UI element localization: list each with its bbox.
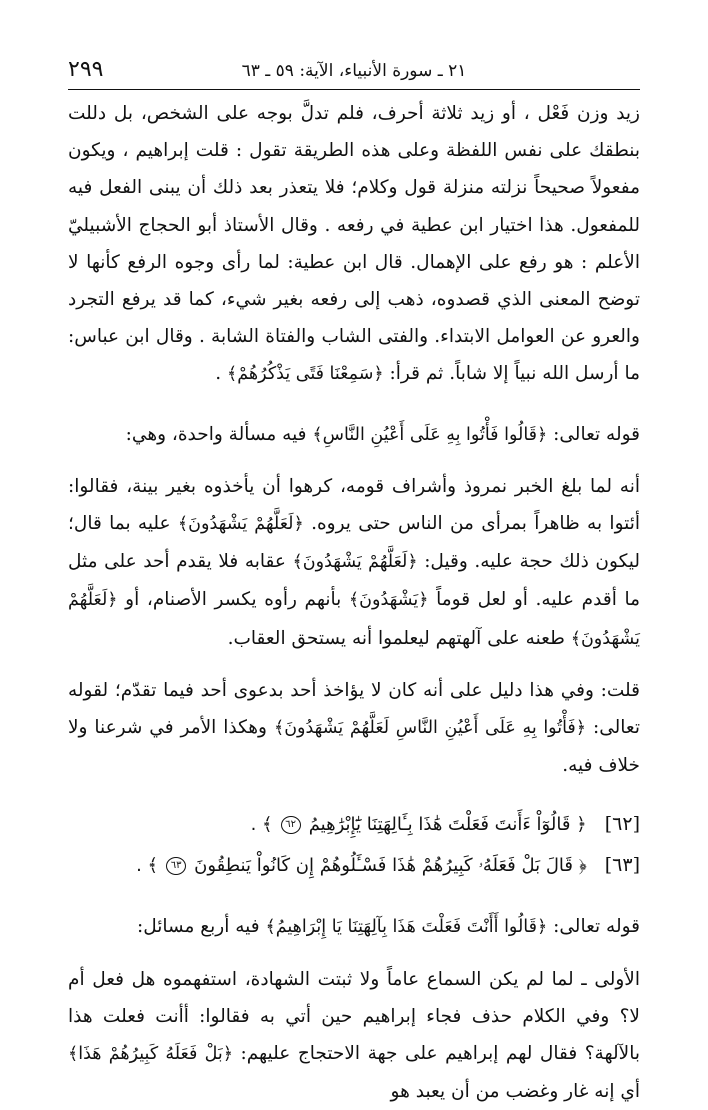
paragraph-text: قلت: وفي هذا دليل على أنه كان لا يؤاخذ أحد بدعوى أحد فيما تقدّم؛ لقوله تعالى: bbox=[68, 679, 640, 739]
paragraph-first-issue bbox=[68, 961, 640, 1110]
running-title: ٢١ ـ سورة الأنبياء، الآية: ٥٩ ـ ٦٣ bbox=[241, 61, 467, 81]
verse-end: ﴾ . bbox=[250, 814, 273, 836]
paragraph-evidence bbox=[68, 672, 640, 785]
paragraph-text: عليه بما قال؛ ليكون ذلك حجة عليه. وقيل: bbox=[68, 513, 641, 573]
page-number: ٢٩٩ bbox=[68, 57, 104, 82]
verse-text: ﴿ قَالَ بَلْ فَعَلَهُۥ كَبِيرُهُمْ هَٰذَا فَسْـَٔلُوهُمْ إِن كَانُواْ يَنطِقُونَ bbox=[194, 855, 587, 877]
paragraph-text: فيه مسألة واحدة، وهي: bbox=[125, 423, 307, 445]
paragraph-text: زيد وزن فَعْل ، أو زيد ثلاثة أحرف، فلم تدلَّ بوجه على الشخص، بل دللت بنطقك على نفس اللفظة وعلى هذه الطريقة تقول : قلت إبراهيم ، ويكون مفعولاً صحيحاً نزلته منزلة قول وكلام؛ فلا يتعذر بعد ذلك أن يبنى الفعل فيه للمفعول. هذا اختيار ابن عطية في رفعه . وقال الأستاذ أبو الحجاج الأشبيليّ الأعلم : هو رفع على الإهمال. قال ابن عطية: لما رأى وجوه الرفع كأنها لا توضح المعنى الذي قصدوه، ذهب إلى رفعه بغير شيء، كما قد يرفع التجرد والعرو عن العوامل الابتداء. والفتى الشاب والفتاة الشابة . وقال ابن عباس: ما أرسل الله نبياً إلا شاباً. ثم قرأ: bbox=[68, 103, 640, 385]
paragraph-end: . bbox=[215, 363, 222, 385]
page-body bbox=[68, 95, 640, 1110]
quran-quote: ﴿يَشْهَدُونَ﴾ bbox=[348, 590, 429, 611]
paragraph-ibn-atiyya bbox=[68, 95, 640, 394]
verse-63 bbox=[68, 845, 640, 886]
verse-number: [٦٢] bbox=[604, 813, 640, 836]
paragraph-text: قوله تعالى: bbox=[553, 916, 640, 938]
verse-62 bbox=[68, 804, 640, 845]
paragraph-text: وهكذا الأمر في شرعنا ولا خلاف فيه. bbox=[68, 717, 640, 777]
ayah-end-marker: ٦٣ bbox=[166, 857, 186, 875]
paragraph-text: عقابه فلا يقدم أحد على مثل ما أقدم عليه. أو لعل قوماً bbox=[68, 551, 640, 611]
verse-number: [٦٣] bbox=[604, 854, 640, 877]
quran-quote: ﴿سَمِعْنَا فَتًى يَذْكُرُهُمْ﴾ bbox=[227, 364, 384, 385]
verse-end: ﴾ . bbox=[136, 855, 159, 877]
verses-block bbox=[68, 804, 640, 886]
paragraph-single-issue bbox=[68, 416, 640, 454]
paragraph-four-issues bbox=[68, 908, 640, 946]
page-header bbox=[68, 55, 640, 90]
paragraph-text: الأولى ـ لما لم يكن السماع عاماً ولا ثبتت الشهادة، استفهموه هل فعل أم لا؟ وفي الكلام حذف فجاء إبراهيم حين أتي به فقالوا: أأنت فعلت هذا بالآلهة؟ فقال لهم إبراهيم على جهة الاحتجاج عليهم: bbox=[68, 968, 640, 1065]
quran-quote: ﴿لَعَلَّهُمْ يَشْهَدُونَ﴾ bbox=[68, 590, 640, 649]
quran-quote: ﴿لَعَلَّهُمْ يَشْهَدُونَ﴾ bbox=[177, 514, 304, 535]
paragraph-text: طعنه على آلهتهم ليعلموا أنه يستحق العقاب. bbox=[227, 627, 565, 649]
quran-quote: ﴿لَعَلَّهُمْ يَشْهَدُونَ﴾ bbox=[292, 552, 418, 573]
quran-quote: ﴿فَأْتُوا بِهِ عَلَى أَعْيُنِ النَّاسِ لَعَلَّهُمْ يَشْهَدُونَ﴾ bbox=[273, 718, 587, 739]
verse-text: ﴿ قَالُوٓاْ ءَأَنتَ فَعَلْتَ هَٰذَا بِـَٔالِهَتِنَا يَٰٓإِبْرَٰهِيمُ bbox=[308, 814, 587, 836]
ayah-end-marker: ٦٢ bbox=[281, 816, 301, 834]
paragraph-text: فيه أربع مسائل: bbox=[136, 916, 260, 938]
paragraph-text: أي إنه غار وغضب من أن يعبد هو bbox=[390, 1081, 640, 1103]
quran-quote: ﴿بَلْ فَعَلَهُ كَبِيرُهُمْ هَذَا﴾ bbox=[68, 1044, 233, 1065]
quran-quote: ﴿قَالُوا أَأَنْتَ فَعَلْتَ هَذَا بِآلِهَتِنَا يَا إِبْرَاهِيمُ﴾ bbox=[265, 917, 548, 938]
paragraph-text: أنه لما بلغ الخبر نمروذ وأشراف قومه، كرهوا أن يأخذوه بغير بينة، فقالوا: أئتوا به ظاهراً بمرأى من الناس حتى يروه. bbox=[68, 475, 640, 535]
quran-quote: ﴿قَالُوا فَأْتُوا بِهِ عَلَى أَعْيُنِ النَّاسِ﴾ bbox=[312, 424, 548, 445]
paragraph-text: قوله تعالى: bbox=[553, 423, 640, 445]
paragraph-text: بأنهم رأوه يكسر الأصنام، أو bbox=[125, 589, 342, 611]
paragraph-nimrod bbox=[68, 468, 640, 658]
